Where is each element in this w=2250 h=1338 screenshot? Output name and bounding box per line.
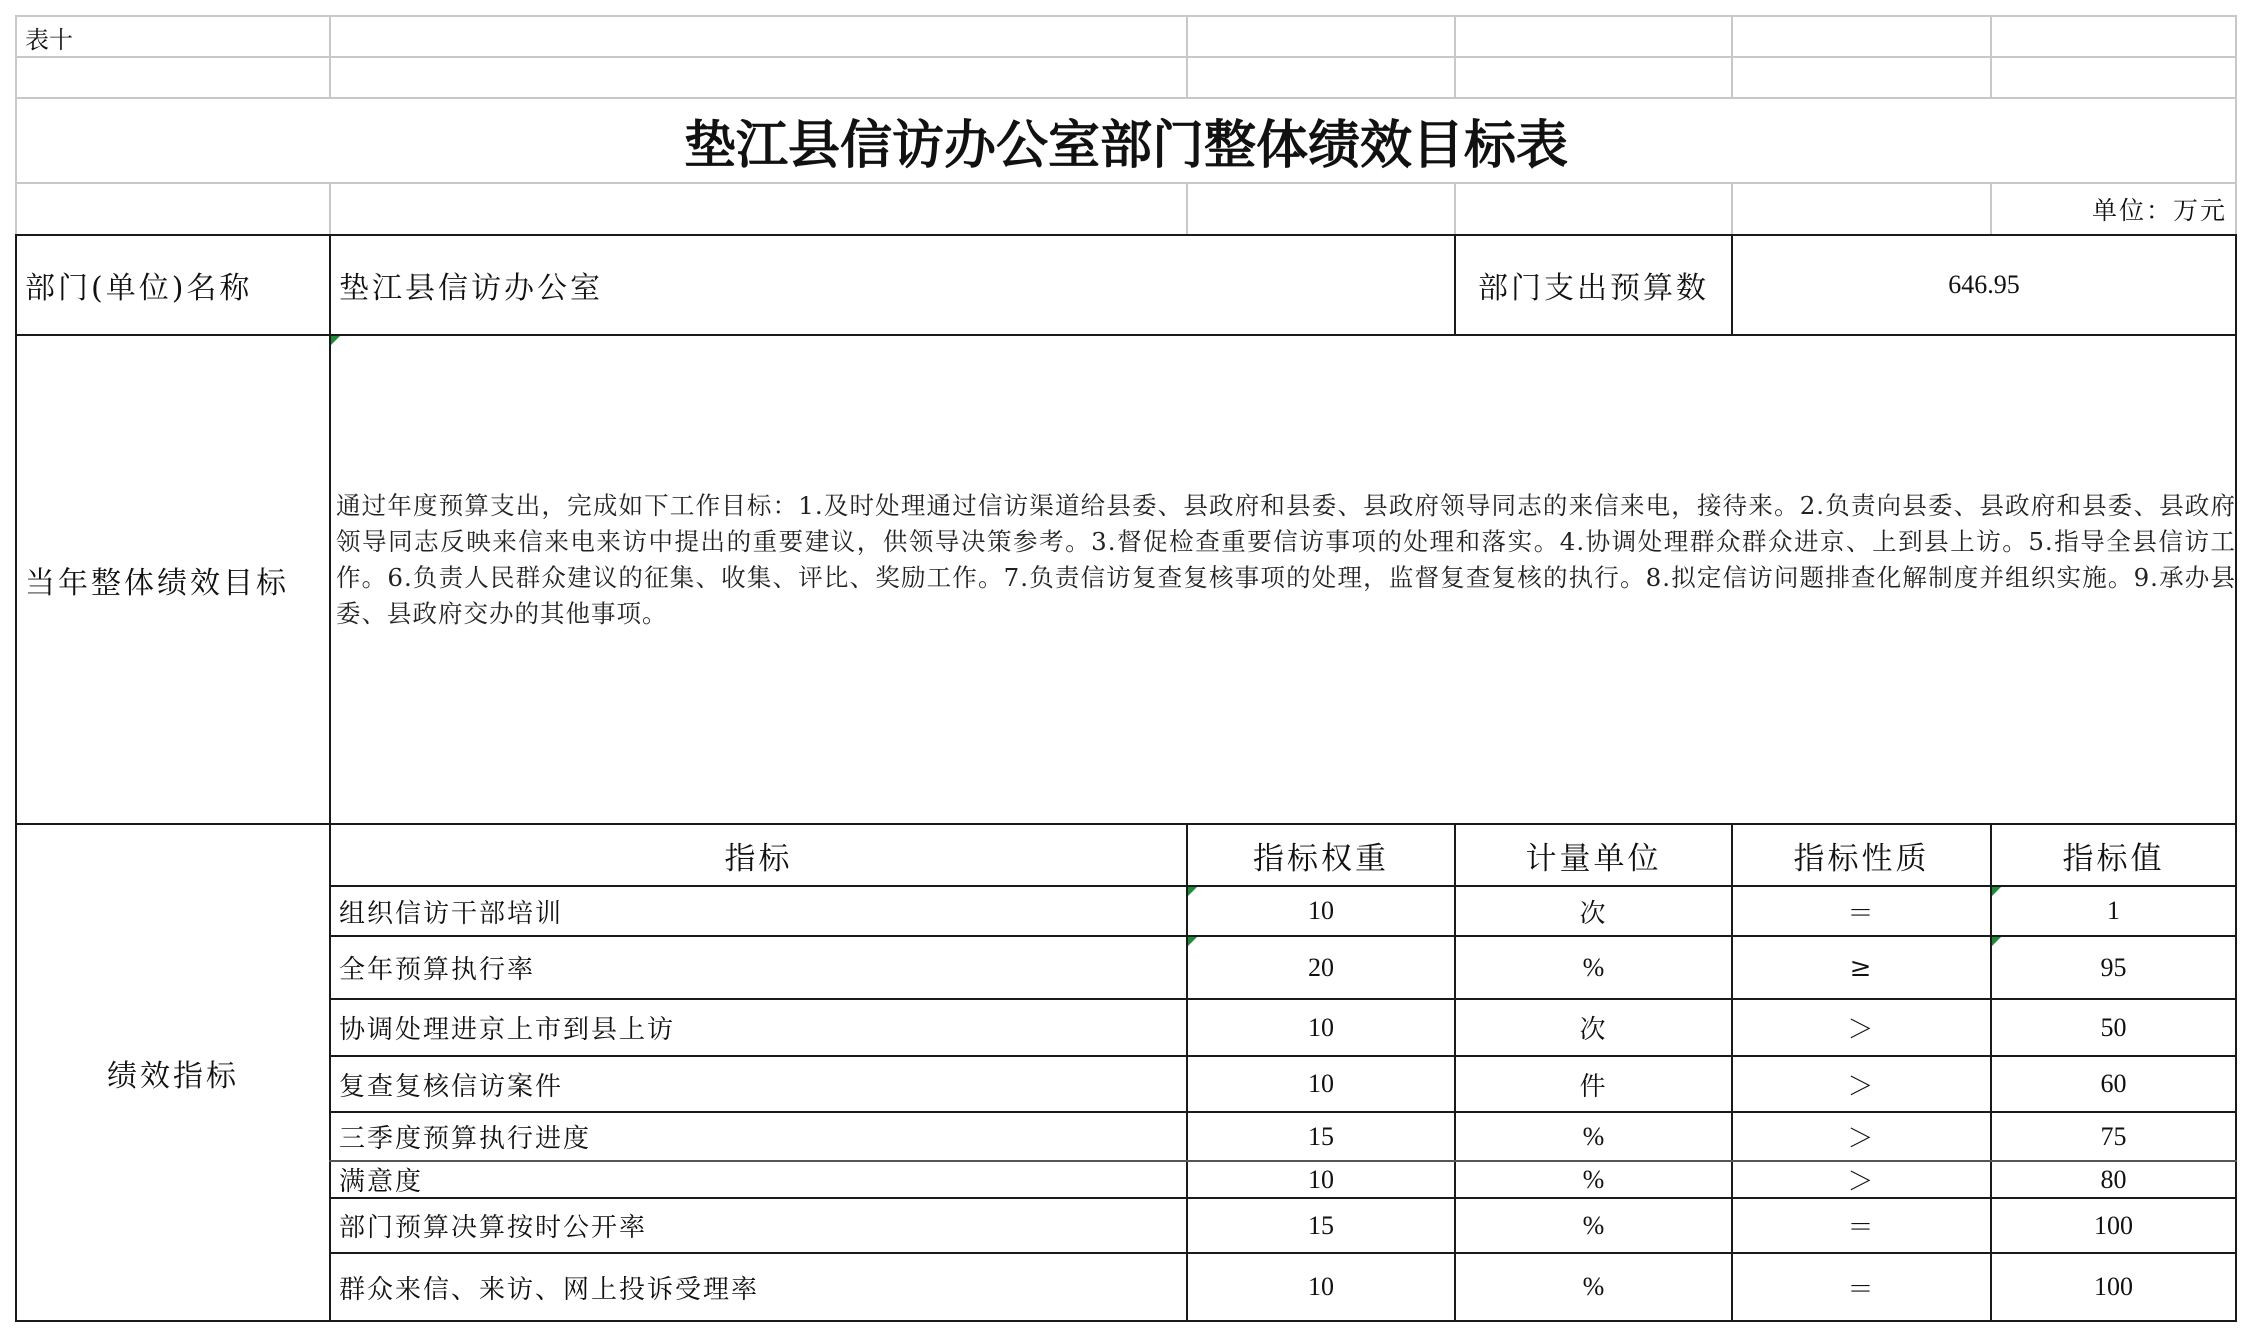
- table-row-unit: 件: [1579, 1071, 1608, 1102]
- table-row-nature: ＞: [1847, 1167, 1876, 1197]
- table-row-unit: 次: [1579, 1015, 1608, 1045]
- grid-line: [1990, 15, 1992, 99]
- table-row-nature: ＝: [1847, 898, 1876, 929]
- table-row-name: 三季度预算执行进度: [339, 1124, 592, 1154]
- grid-line: [15, 56, 2237, 58]
- table-row-nature: ＞: [1847, 1071, 1876, 1102]
- table-row-unit: %: [1582, 952, 1605, 982]
- table-row-weight: 10: [1308, 1069, 1334, 1098]
- table-row-weight: 10: [1308, 1012, 1334, 1042]
- table-row-name: 组织信访干部培训: [339, 898, 564, 929]
- grid-line: [1186, 184, 1188, 234]
- budget-value: 646.95: [1948, 270, 2020, 299]
- goal-label: 当年整体绩效目标: [25, 565, 289, 601]
- table-row-nature: ＝: [1847, 1274, 1876, 1305]
- grid-line: [1454, 15, 1456, 99]
- table-row-weight: 10: [1308, 896, 1334, 925]
- table-row-name: 群众来信、来访、网上投诉受理率: [339, 1274, 760, 1305]
- header-weight: 指标权重: [1253, 840, 1389, 877]
- table-border: [15, 334, 2237, 336]
- table-row-value: 100: [2094, 1272, 2133, 1301]
- table-row-value: 80: [2100, 1164, 2127, 1194]
- table-row-weight: 15: [1308, 1121, 1334, 1151]
- table-row-name: 部门预算决算按时公开率: [339, 1213, 648, 1243]
- grid-line: [1454, 184, 1456, 234]
- grid-line: [1731, 15, 1733, 99]
- table-row-weight: 20: [1308, 952, 1334, 982]
- table-row-unit: %: [1582, 1164, 1605, 1194]
- table-row-value: 95: [2100, 952, 2127, 982]
- comment-marker-icon: [331, 336, 340, 345]
- table-row-name: 复查复核信访案件: [339, 1071, 564, 1102]
- header-indicator: 指标: [724, 840, 793, 877]
- grid-line: [329, 184, 331, 234]
- table-row-name: 协调处理进京上市到县上访: [339, 1015, 676, 1045]
- indicators-label: 绩效指标: [107, 1058, 239, 1094]
- grid-line: [15, 182, 2237, 184]
- grid-line: [1186, 15, 1188, 99]
- header-value: 指标值: [2062, 840, 2165, 877]
- table-row-nature: ＞: [1847, 1015, 1876, 1045]
- grid-line: [2235, 15, 2237, 235]
- table-row-nature: ＞: [1847, 1124, 1876, 1154]
- table-row-unit: %: [1582, 1210, 1605, 1240]
- table-row-unit: %: [1582, 1121, 1605, 1151]
- table-row-unit: 次: [1579, 898, 1608, 929]
- goal-text: 通过年度预算支出，完成如下工作目标：1.及时处理通过信访渠道给县委、县政府和县委、县政府领导同志的来信来电，接待来。2.负责向县委、县政府和县委、县政府领导同志反映来信来电来访中提出的重要建议，供领导决策参考。3.督促检查重要信访事项的处理和落实。4.协调处理群众群众进京、上到县上访。5.指导全县信访工作。6.负责人民群众建议的征集、收集、评比、奖励工作。7.负责信访复查复核事项的处理，监督复查复核的执行。8.拟定信访问题排查化解制度并组织实施。9.承办县委、县政府交办的其他事项。: [336, 491, 2236, 628]
- grid-line: [1731, 184, 1733, 234]
- sheet-tag: 表十: [25, 25, 73, 54]
- table-row-weight: 10: [1308, 1272, 1334, 1301]
- table-row-unit: %: [1582, 1272, 1605, 1301]
- table-row-value: 50: [2100, 1012, 2127, 1042]
- table-row-name: 满意度: [339, 1167, 424, 1197]
- table-row-name: 全年预算执行率: [339, 955, 536, 985]
- grid-line: [15, 15, 2237, 17]
- table-row-nature: ＝: [1847, 1213, 1876, 1243]
- header-unit: 计量单位: [1525, 840, 1662, 877]
- budget-label: 部门支出预算数: [1478, 271, 1709, 306]
- page-title: 垫江县信访办公室部门整体绩效目标表: [683, 116, 1568, 176]
- table-row-value: 60: [2100, 1069, 2127, 1098]
- dept-name-value: 垫江县信访办公室: [339, 271, 603, 306]
- unit-note: 单位：万元: [2091, 196, 2227, 225]
- table-row-value: 1: [2107, 896, 2120, 925]
- table-border: [2235, 234, 2237, 1322]
- grid-line: [329, 15, 331, 99]
- table-border: [15, 1320, 2237, 1322]
- table-row-weight: 10: [1308, 1164, 1334, 1194]
- table-row-value: 75: [2100, 1121, 2127, 1151]
- dept-name-label: 部门(单位)名称: [25, 271, 253, 306]
- header-nature: 指标性质: [1793, 840, 1930, 877]
- table-row-weight: 15: [1308, 1210, 1334, 1240]
- table-row-nature: ≥: [1849, 952, 1874, 983]
- table-row-value: 100: [2094, 1210, 2133, 1240]
